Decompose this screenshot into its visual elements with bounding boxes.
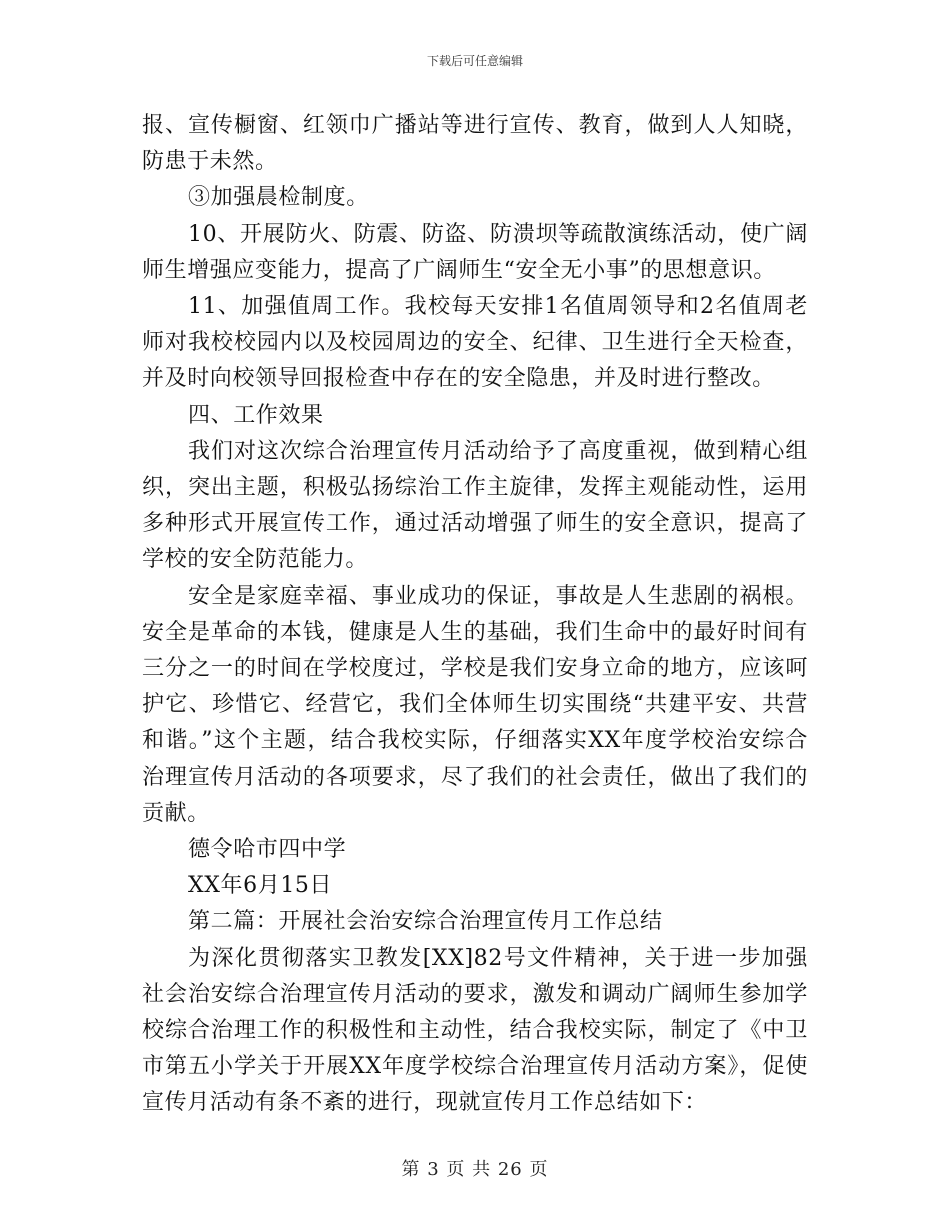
document-body xyxy=(142,108,808,1122)
signature-school: 德令哈市四中学 xyxy=(188,837,347,863)
signature-date: XX年6月15日 xyxy=(188,873,333,899)
chapter-title: 第二篇：开展社会治安综合治理宣传月工作总结 xyxy=(188,909,663,935)
paragraph: ③加强晨检制度。 xyxy=(188,185,369,211)
page-number-footer: 第 3 页 共 26 页 xyxy=(401,1159,549,1180)
paragraph: 11、加强值周工作。我校每天安排1名值周领导和2名值周老师对我校校园内以及校园周边的安全、纪律、卫生进行全天检查，并及时向校领导回报检查中存在的安全隐患，并及时进行整改。 xyxy=(142,294,808,392)
page-header-note: 下载后可任意编辑 xyxy=(426,54,523,68)
paragraph: 安全是家庭幸福、事业成功的保证，事故是人生悲剧的祸根。安全是革命的本钱，健康是人生的基础，我们生命中的最好时间有三分之一的时间在学校度过，学校是我们安身立命的地方，应该呵护它、珍惜它、经营它，我们全体师生切实围绕“共建平安、共营和谐。”这个主题，结合我校实际，仔细落实XX年度学校治安综合治理宣传月活动的各项要求，尽了我们的社会责任，做出了我们的贡献。 xyxy=(142,583,808,826)
paragraph: 10、开展防火、防震、防盗、防溃坝等疏散演练活动，使广阔师生增强应变能力，提高了广阔师生“安全无小事”的思想意识。 xyxy=(142,221,808,283)
paragraph: 为深化贯彻落实卫教发[XX]82号文件精神，关于进一步加强社会治安综合治理宣传月活动的要求，激发和调动广阔师生参加学校综合治理工作的积极性和主动性，结合我校实际，制定了《中卫市第五小学关于开展XX年度学校综合治理宣传月活动方案》，促使宣传月活动有条不紊的进行，现就宣传月工作总结如下： xyxy=(142,945,808,1116)
paragraph: 我们对这次综合治理宣传月活动给予了高度重视，做到精心组织，突出主题，积极弘扬综治工作主旋律，发挥主观能动性，运用多种形式开展宣传工作，通过活动增强了师生的安全意识，提高了学校的安全防范能力。 xyxy=(142,438,808,573)
paragraph: 报、宣传橱窗、红领巾广播站等进行宣传、教育，做到人人知晓，防患于未然。 xyxy=(142,113,808,175)
section-heading: 四、工作效果 xyxy=(188,402,324,428)
